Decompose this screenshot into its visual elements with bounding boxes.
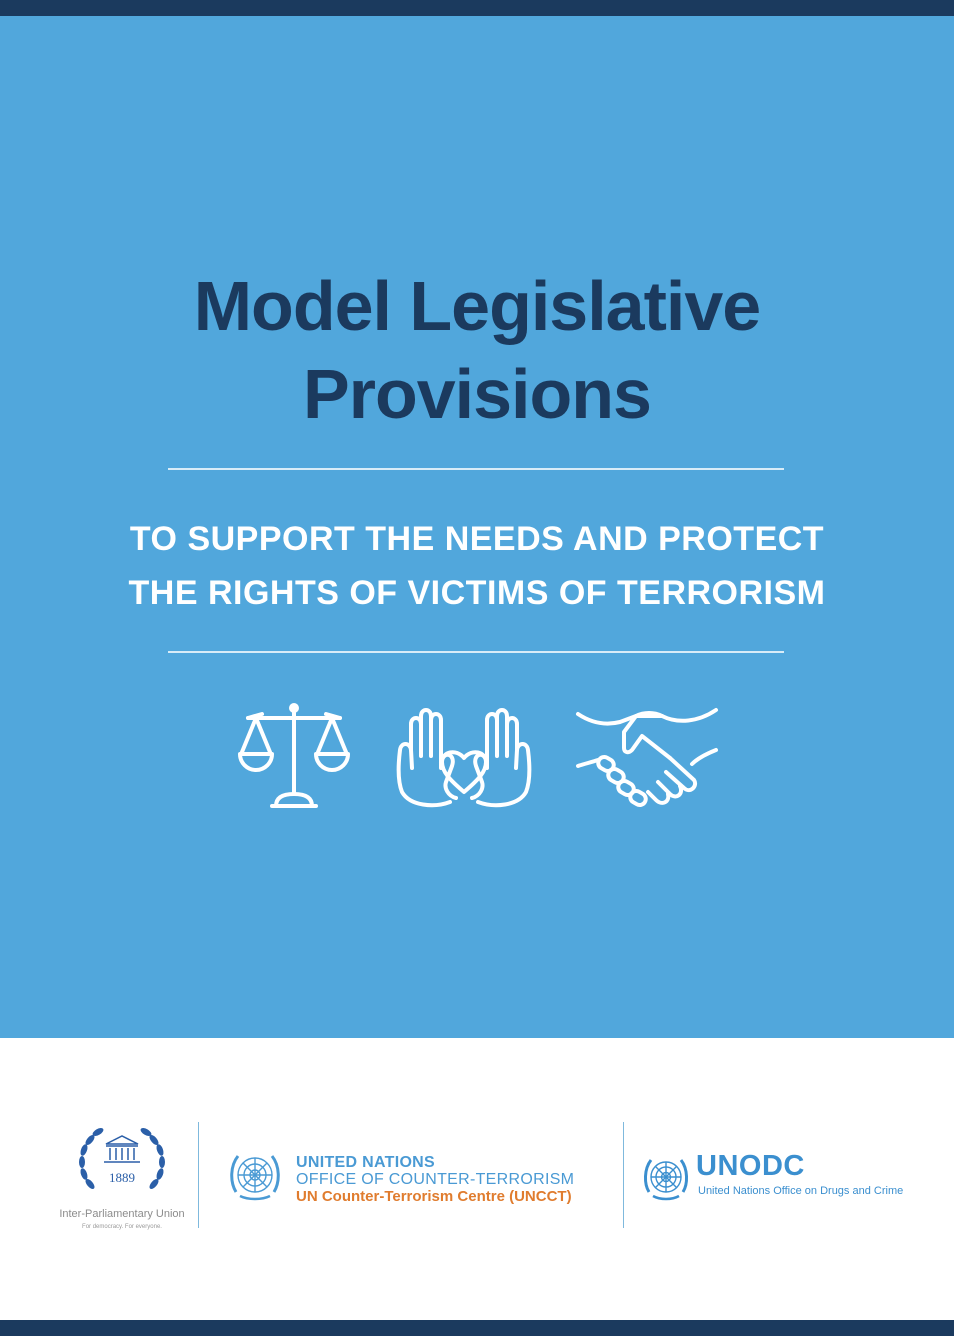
ipu-name: Inter-Parliamentary Union (59, 1208, 185, 1220)
ipu-emblem-icon (52, 1122, 192, 1206)
ipu-year: 1889 (109, 1170, 135, 1185)
uncct-name: UN Counter-Terrorism Centre (UNCCT) (296, 1188, 572, 1205)
title-line-2: Provisions (303, 355, 651, 433)
document-title (0, 262, 954, 438)
un-emblem-icon (226, 1150, 284, 1204)
ipu-logo (52, 1122, 192, 1252)
logo-separator-2 (623, 1122, 624, 1228)
unodc-acronym: UNODC (696, 1150, 805, 1182)
bottom-stripe (0, 1320, 954, 1336)
title-line-1: Model Legislative (193, 267, 761, 345)
subtitle-line-2: THE RIGHTS OF VICTIMS OF TERRORISM (128, 574, 826, 612)
unodc-full-name: United Nations Office on Drugs and Crime (698, 1185, 904, 1197)
ipu-tagline: For democracy. For everyone. (82, 1224, 162, 1230)
hands-holding-heart-icon (394, 706, 534, 812)
document-subtitle (0, 512, 954, 620)
unoct-line-2: OFFICE OF COUNTER-TERRORISM (296, 1171, 575, 1188)
partner-logos (0, 1038, 954, 1320)
un-emblem-unodc-icon (640, 1154, 692, 1204)
scales-of-justice-icon (236, 702, 352, 812)
handshake-icon (574, 702, 724, 812)
unoct-line-1: UNITED NATIONS (296, 1154, 436, 1171)
top-stripe (0, 0, 954, 16)
subtitle-line-1: TO SUPPORT THE NEEDS AND PROTECT (129, 520, 825, 558)
logo-separator-1 (198, 1122, 199, 1228)
divider-bottom (168, 651, 784, 653)
divider-top (168, 468, 784, 470)
